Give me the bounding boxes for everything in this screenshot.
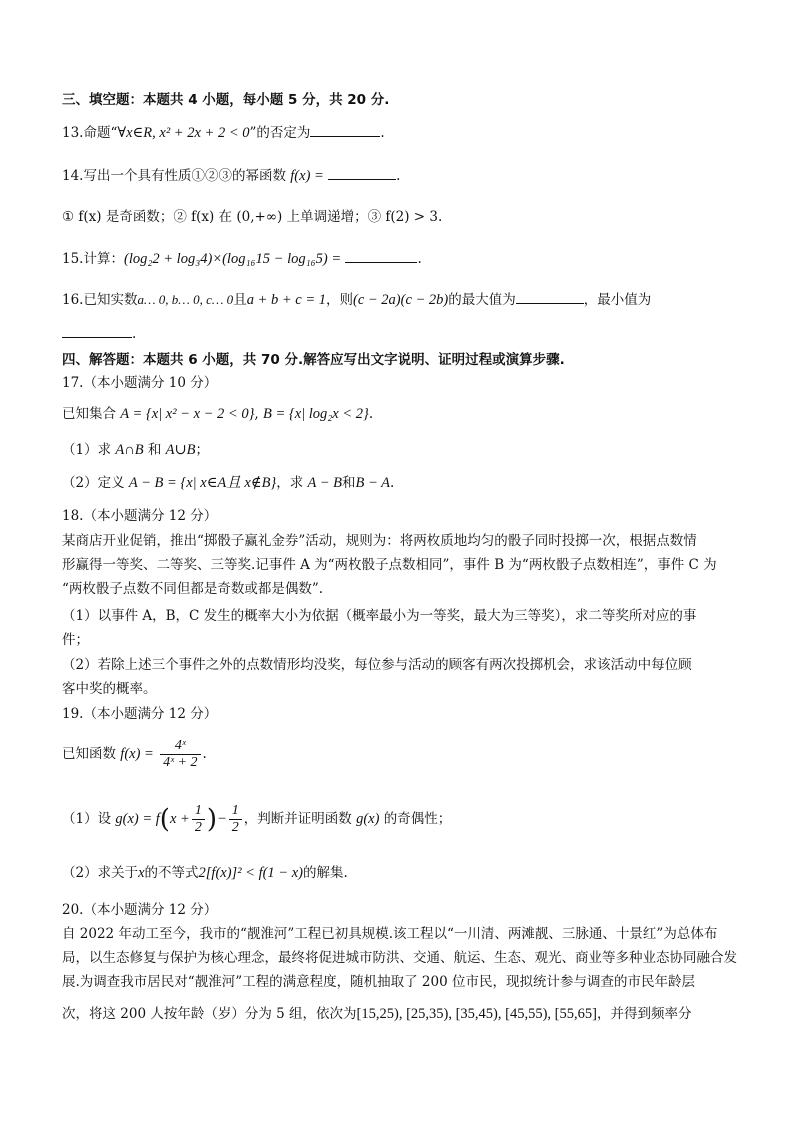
q19-part-2 — [62, 864, 348, 882]
q19-half-fraction-2 — [229, 803, 242, 836]
q16-min-blank[interactable] — [62, 325, 132, 338]
q20-line-1: 自 2022 年动工至今，我市的“靓淮河”工程已初具规模.该工程以“一川清、两滩靓、三脉通、十景红”为总体布 — [62, 926, 718, 942]
question-13: 13.命题“∀x∈R, x² + 2x + 2 < 0”的否定为 . — [62, 125, 385, 141]
q15-answer-blank[interactable] — [345, 250, 417, 263]
q17-part-2 — [62, 474, 394, 492]
q19-stem-prefix: 已知函数 — [62, 746, 116, 763]
q16-second-line: . — [62, 325, 136, 343]
q18-line-2: 形赢得一等奖、二等奖、三等奖.记事件 A 为“两枚骰子点数相同”，事件 B 为“两枚骰子点数相连”，事件 C 为 — [62, 557, 717, 573]
q13-answer-blank[interactable] — [310, 124, 380, 137]
q19-half-den-1: 2 — [194, 820, 202, 836]
q19-denominator: 4ˣ + 2 — [163, 755, 198, 771]
q19-part1-g: g(x) = f — [115, 811, 160, 828]
q16-suffix-2: ，最小值为 — [583, 292, 652, 308]
q19-part-1 — [62, 803, 451, 836]
q16-middle: 且 — [233, 292, 247, 308]
q17-stem-prefix: 已知集合 — [62, 406, 116, 422]
q19-part2-mid: 的不等式 — [144, 865, 199, 881]
q13-suffix: ”的否定为 — [249, 125, 311, 141]
q16-formula-2: (c − 2a)(c − 2b) — [352, 292, 449, 308]
q19-half-num-2: 1 — [229, 803, 242, 820]
q17-part2-and: 和 — [342, 475, 356, 491]
q20-line4-prefix: 次，将这 200 人按年龄（岁）分为 5 组，依次为 — [62, 1006, 357, 1022]
q15-formula: (log₂2 + log₃4)×(log₁₆15 − log₁₆5) = — [123, 251, 342, 267]
q19-open-paren: ( — [159, 804, 170, 835]
q17-part1-f1: A∩B — [115, 442, 144, 458]
q17-part1-mid: 和 — [147, 442, 162, 458]
q14-formula: f(x) = — [290, 168, 324, 184]
q16-comma: ，则 — [325, 292, 353, 308]
q17-part2-label: （2）定义 — [62, 475, 125, 491]
q20-line-2: 局，以生态修复与保护为核心理念，最终将促进城市防洪、交通、航运、生态、观光、商业等多种业态协同融合发 — [62, 950, 737, 966]
q14-prefix: 14.写出一个具有性质①②③的幂函数 — [62, 168, 286, 184]
q19-part1-gx: g(x) — [356, 811, 380, 828]
q19-part2-end: 的解集. — [302, 865, 348, 881]
q17-part1-end: ； — [195, 442, 210, 458]
q19-stem-end: . — [202, 746, 207, 763]
q19-fx: f(x) = — [120, 746, 154, 763]
q19-part1-text: ，判断并证明函数 — [243, 811, 352, 828]
q19-part1-end: 的奇偶性； — [383, 811, 452, 828]
q17-stem: 已知集合 A = {x| x² − x − 2 < 0}, B = {x| log₂x < 2}. — [62, 406, 374, 422]
q14-answer-blank[interactable] — [328, 167, 396, 180]
q19-part2-x: x — [138, 865, 145, 881]
q17-part1-label: （1）求 — [62, 442, 112, 458]
q17-part2-def: A − B = {x| x∈A且 x∉B} — [128, 475, 277, 491]
q13-formula: ∀x∈R, x² + 2x + 2 < 0 — [117, 125, 250, 141]
q13-prefix: 13.命题“ — [62, 125, 118, 141]
q17-part2-end: . — [390, 475, 395, 491]
q18-line-1: 某商店开业促销，推出“掷骰子赢礼金券”活动，规则为：将两枚质地均匀的骰子同时投掷一次，根据点数情 — [62, 533, 697, 549]
q18-header: 18.（本小题满分 12 分） — [62, 508, 218, 524]
q17-part2-f1: A − B — [307, 475, 343, 491]
q19-part1-label: （1）设 — [62, 811, 112, 828]
q20-line-3: 展.为调查我市居民对“靓淮河”工程的满意程度，随机抽取了 200 位市民，现拟统计参与调查的市民年龄层 — [62, 974, 695, 990]
q19-half-den-2: 2 — [231, 820, 239, 836]
q16-formula-1: a + b + c = 1 — [246, 292, 326, 308]
q20-header: 20.（本小题满分 12 分） — [62, 902, 218, 918]
q17-part2-f2: B − A — [355, 475, 391, 491]
q19-part2-label: （2）求关于 — [62, 865, 139, 881]
q19-numerator: 4ˣ — [160, 738, 200, 755]
q19-close-paren: ) — [206, 804, 217, 835]
q18-line-3: “两枚骰子点数不同但都是奇数或都是偶数”. — [62, 581, 324, 597]
q16-conditions: a… 0, b… 0, c… 0 — [137, 292, 234, 307]
q15-prefix: 15.计算： — [62, 251, 124, 267]
q20-line-4 — [62, 1005, 691, 1023]
q14-properties: ① f(x) 是奇函数；② f(x) 在 (0,+∞) 上单调递增；③ f(2) > 3. — [62, 209, 443, 225]
q19-part1-minus: − — [216, 811, 227, 828]
q17-part1-f2: A∪B — [165, 442, 196, 458]
q19-stem — [62, 738, 207, 771]
question-14: 14.写出一个具有性质①②③的幂函数 f(x) = . — [62, 168, 401, 184]
q20-intervals: [15,25), [25,35), [35,45), [45,55), [55,65] — [356, 1006, 597, 1022]
question-16 — [62, 291, 651, 309]
q19-half-fraction-1 — [192, 803, 205, 836]
q18-part-1-b: 件； — [62, 632, 89, 648]
q17-part-1 — [62, 441, 209, 459]
question-15: 15.计算：(log₂2 + log₃4)×(log₁₆15 − log₁₆5) = . — [62, 251, 422, 267]
q18-part-2-b: 客中奖的概率。 — [62, 681, 157, 697]
q16-prefix: 16.已知实数 — [62, 292, 138, 308]
q19-part2-ineq: 2[f(x)]² < f(1 − x) — [198, 865, 303, 881]
q19-part1-x: x + — [169, 811, 190, 828]
q16-max-blank[interactable] — [516, 291, 584, 304]
q17-part2-mid: ，求 — [276, 475, 304, 491]
section-4-title: 四、解答题：本题共 6 小题，共 70 分.解答应写出文字说明、证明过程或演算步骤. — [62, 352, 565, 368]
q19-header: 19.（本小题满分 12 分） — [62, 706, 218, 722]
q17-set-a: A = {x| x² − x − 2 < 0} — [120, 406, 255, 422]
section-3-title: 三、填空题：本题共 4 小题，每小题 5 分，共 20 分. — [62, 92, 390, 108]
q17-set-b: B = {x| log₂x < 2} — [263, 406, 369, 422]
q18-part-1-a: （1）以事件 A，B，C 发生的概率大小为依据（概率最小为一等奖，最大为三等奖），求二等奖所对应的事 — [62, 608, 697, 624]
q19-fraction — [160, 738, 200, 771]
q19-half-num-1: 1 — [192, 803, 205, 820]
q20-line4-suffix: ，并得到频率分 — [596, 1006, 692, 1022]
q16-suffix: 的最大值为 — [448, 292, 516, 308]
q18-part-2-a: （2）若除上述三个事件之外的点数情形均没奖，每位参与活动的顾客有两次投掷机会，求该活动中每位顾 — [62, 657, 692, 673]
q17-header: 17.（本小题满分 10 分） — [62, 375, 218, 391]
